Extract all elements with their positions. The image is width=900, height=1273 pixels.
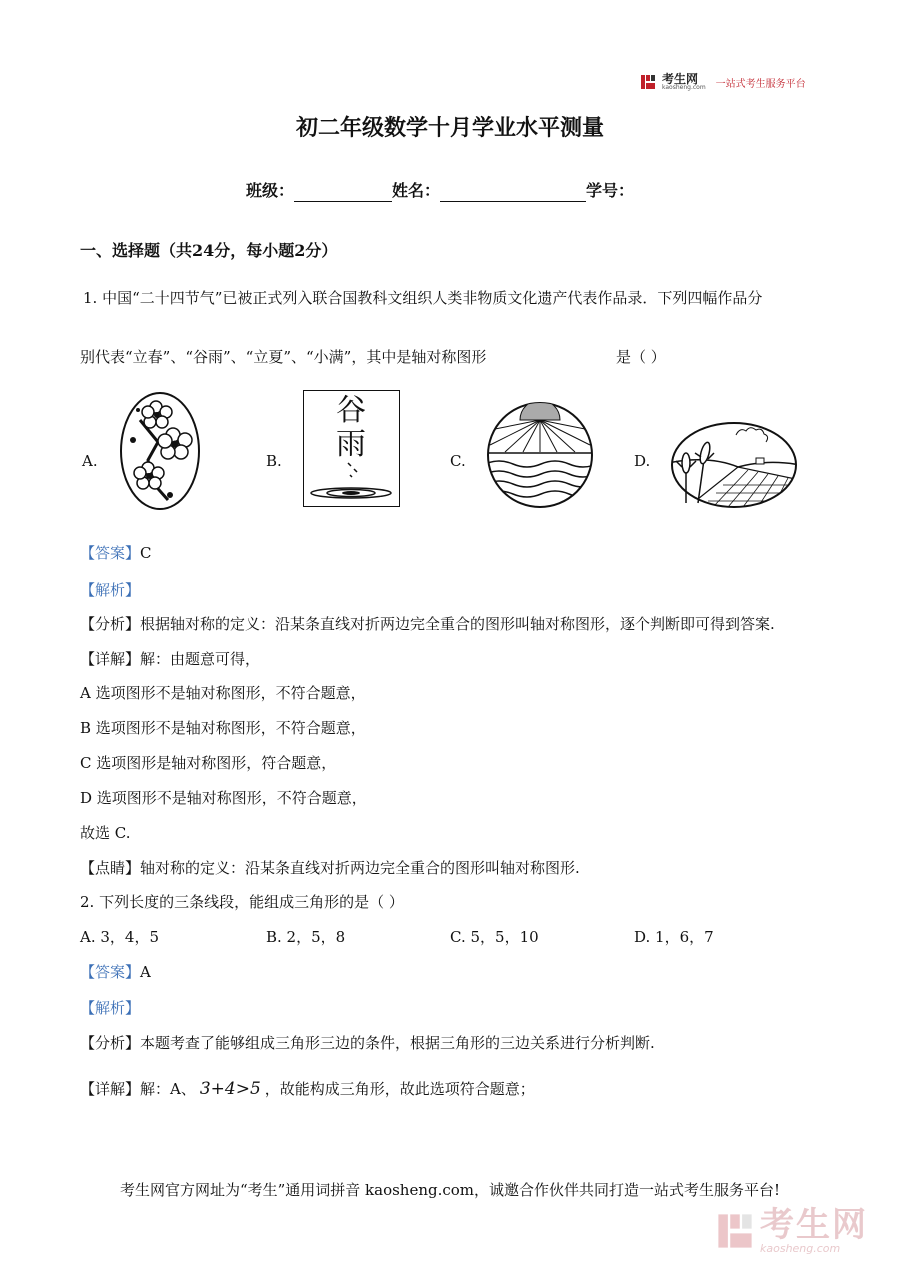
name-field[interactable]	[440, 183, 586, 202]
q1-line-a: A 选项图形不是轴对称图形，不符合题意，	[80, 684, 366, 702]
class-label: 班级：	[246, 181, 295, 200]
student-info-line	[246, 180, 634, 202]
id-label: 学号：	[586, 181, 635, 200]
q1-conclusion: 故选 C.	[80, 824, 131, 842]
q1-answer-tag: 【答案】	[80, 544, 141, 562]
q1-stem-line2: 别代表“立春”、“谷雨”、“立夏”、“小满”，其中是轴对称图形	[80, 348, 487, 366]
q2-math-expression: 3+4>5	[199, 1079, 261, 1099]
q2-xiangjie-pre: 【详解】解：A、	[80, 1080, 196, 1098]
q1-analysis-tag: 【解析】	[80, 581, 141, 599]
q1-image-b-char2: 雨	[336, 427, 366, 462]
q1-option-b-label: B.	[266, 452, 282, 470]
header-slogan: 一站式考生服务平台	[715, 78, 806, 90]
q1-line-c: C 选项图形是轴对称图形，符合题意，	[80, 754, 337, 772]
q1-stem-line1: 1. 中国“二十四节气”已被正式列入联合国教科文组织人类非物质文化遗产代表作品录．下列四幅作品分	[83, 289, 763, 307]
q2-answer	[80, 962, 151, 982]
q2-option-c: C. 5，5，10	[450, 928, 539, 946]
q2-stem: 2. 下列长度的三条线段，能组成三角形的是（ ）	[80, 893, 404, 911]
q1-xiangjie: 【详解】解：由题意可得，	[80, 650, 261, 668]
logo-domain: kaosheng.com	[662, 84, 706, 91]
q1-answer-value: C	[140, 544, 152, 562]
watermark	[716, 1207, 868, 1254]
watermark-text	[760, 1207, 868, 1254]
page-title: 初二年级数学十月学业水平测量	[295, 115, 604, 141]
name-label: 姓名：	[392, 181, 441, 200]
q1-line-b: B 选项图形不是轴对称图形，不符合题意，	[80, 719, 366, 737]
q1-line-d: D 选项图形不是轴对称图形，不符合题意，	[80, 789, 367, 807]
q1-image-b-guyu	[303, 390, 400, 507]
q2-option-b: B. 2，5，8	[266, 928, 346, 946]
q2-fenxi: 【分析】本题考查了能够组成三角形三边的条件，根据三角形的三边关系进行分析判断.	[80, 1034, 655, 1052]
q2-answer-value: A	[140, 963, 151, 981]
q1-image-a-plum-blossom	[118, 390, 202, 512]
q2-option-a: A. 3，4，5	[80, 928, 159, 946]
logo-name: 考生网	[662, 72, 699, 86]
q2-xiangjie-post: ，故能构成三角形，故此选项符合题意；	[264, 1080, 535, 1098]
q2-analysis-tag: 【解析】	[80, 999, 141, 1017]
logo-icon	[640, 74, 656, 90]
class-field[interactable]	[294, 183, 392, 202]
q1-fenxi: 【分析】根据轴对称的定义：沿某条直线对折两边完全重合的图形叫轴对称图形，逐个判断即可得到答案.	[80, 615, 775, 633]
section-heading: 一、选择题（共24分，每小题2分）	[80, 241, 338, 260]
q2-answer-tag: 【答案】	[80, 963, 141, 981]
q1-image-c-sunrise	[485, 400, 595, 510]
q1-option-c-label: C.	[450, 452, 466, 470]
q1-image-b-ripples	[304, 391, 398, 505]
watermark-domain: kaosheng.com	[760, 1242, 841, 1255]
watermark-name: 考生网	[760, 1205, 868, 1245]
q1-option-a-label: A.	[82, 452, 98, 470]
q1-image-b-char1: 谷	[336, 393, 366, 428]
q2-xiangjie	[80, 1079, 535, 1099]
watermark-logo-icon	[716, 1212, 754, 1250]
q1-answer	[80, 543, 152, 563]
q1-stem-line2-tail: 是（ ）	[616, 348, 666, 366]
q1-image-d-wheat-field	[668, 415, 800, 510]
footer-text: 考生网官方网址为“考生”通用词拼音 kaosheng.com，诚邀合作伙伴共同打造一站式考生服务平台!	[119, 1181, 781, 1199]
q1-option-d-label: D.	[634, 452, 651, 470]
q1-dianjing: 【点睛】轴对称的定义：沿某条直线对折两边完全重合的图形叫轴对称图形.	[80, 859, 580, 877]
q2-option-d: D. 1，6，7	[634, 928, 714, 946]
logo-text	[662, 73, 706, 91]
header-logo	[640, 73, 806, 91]
